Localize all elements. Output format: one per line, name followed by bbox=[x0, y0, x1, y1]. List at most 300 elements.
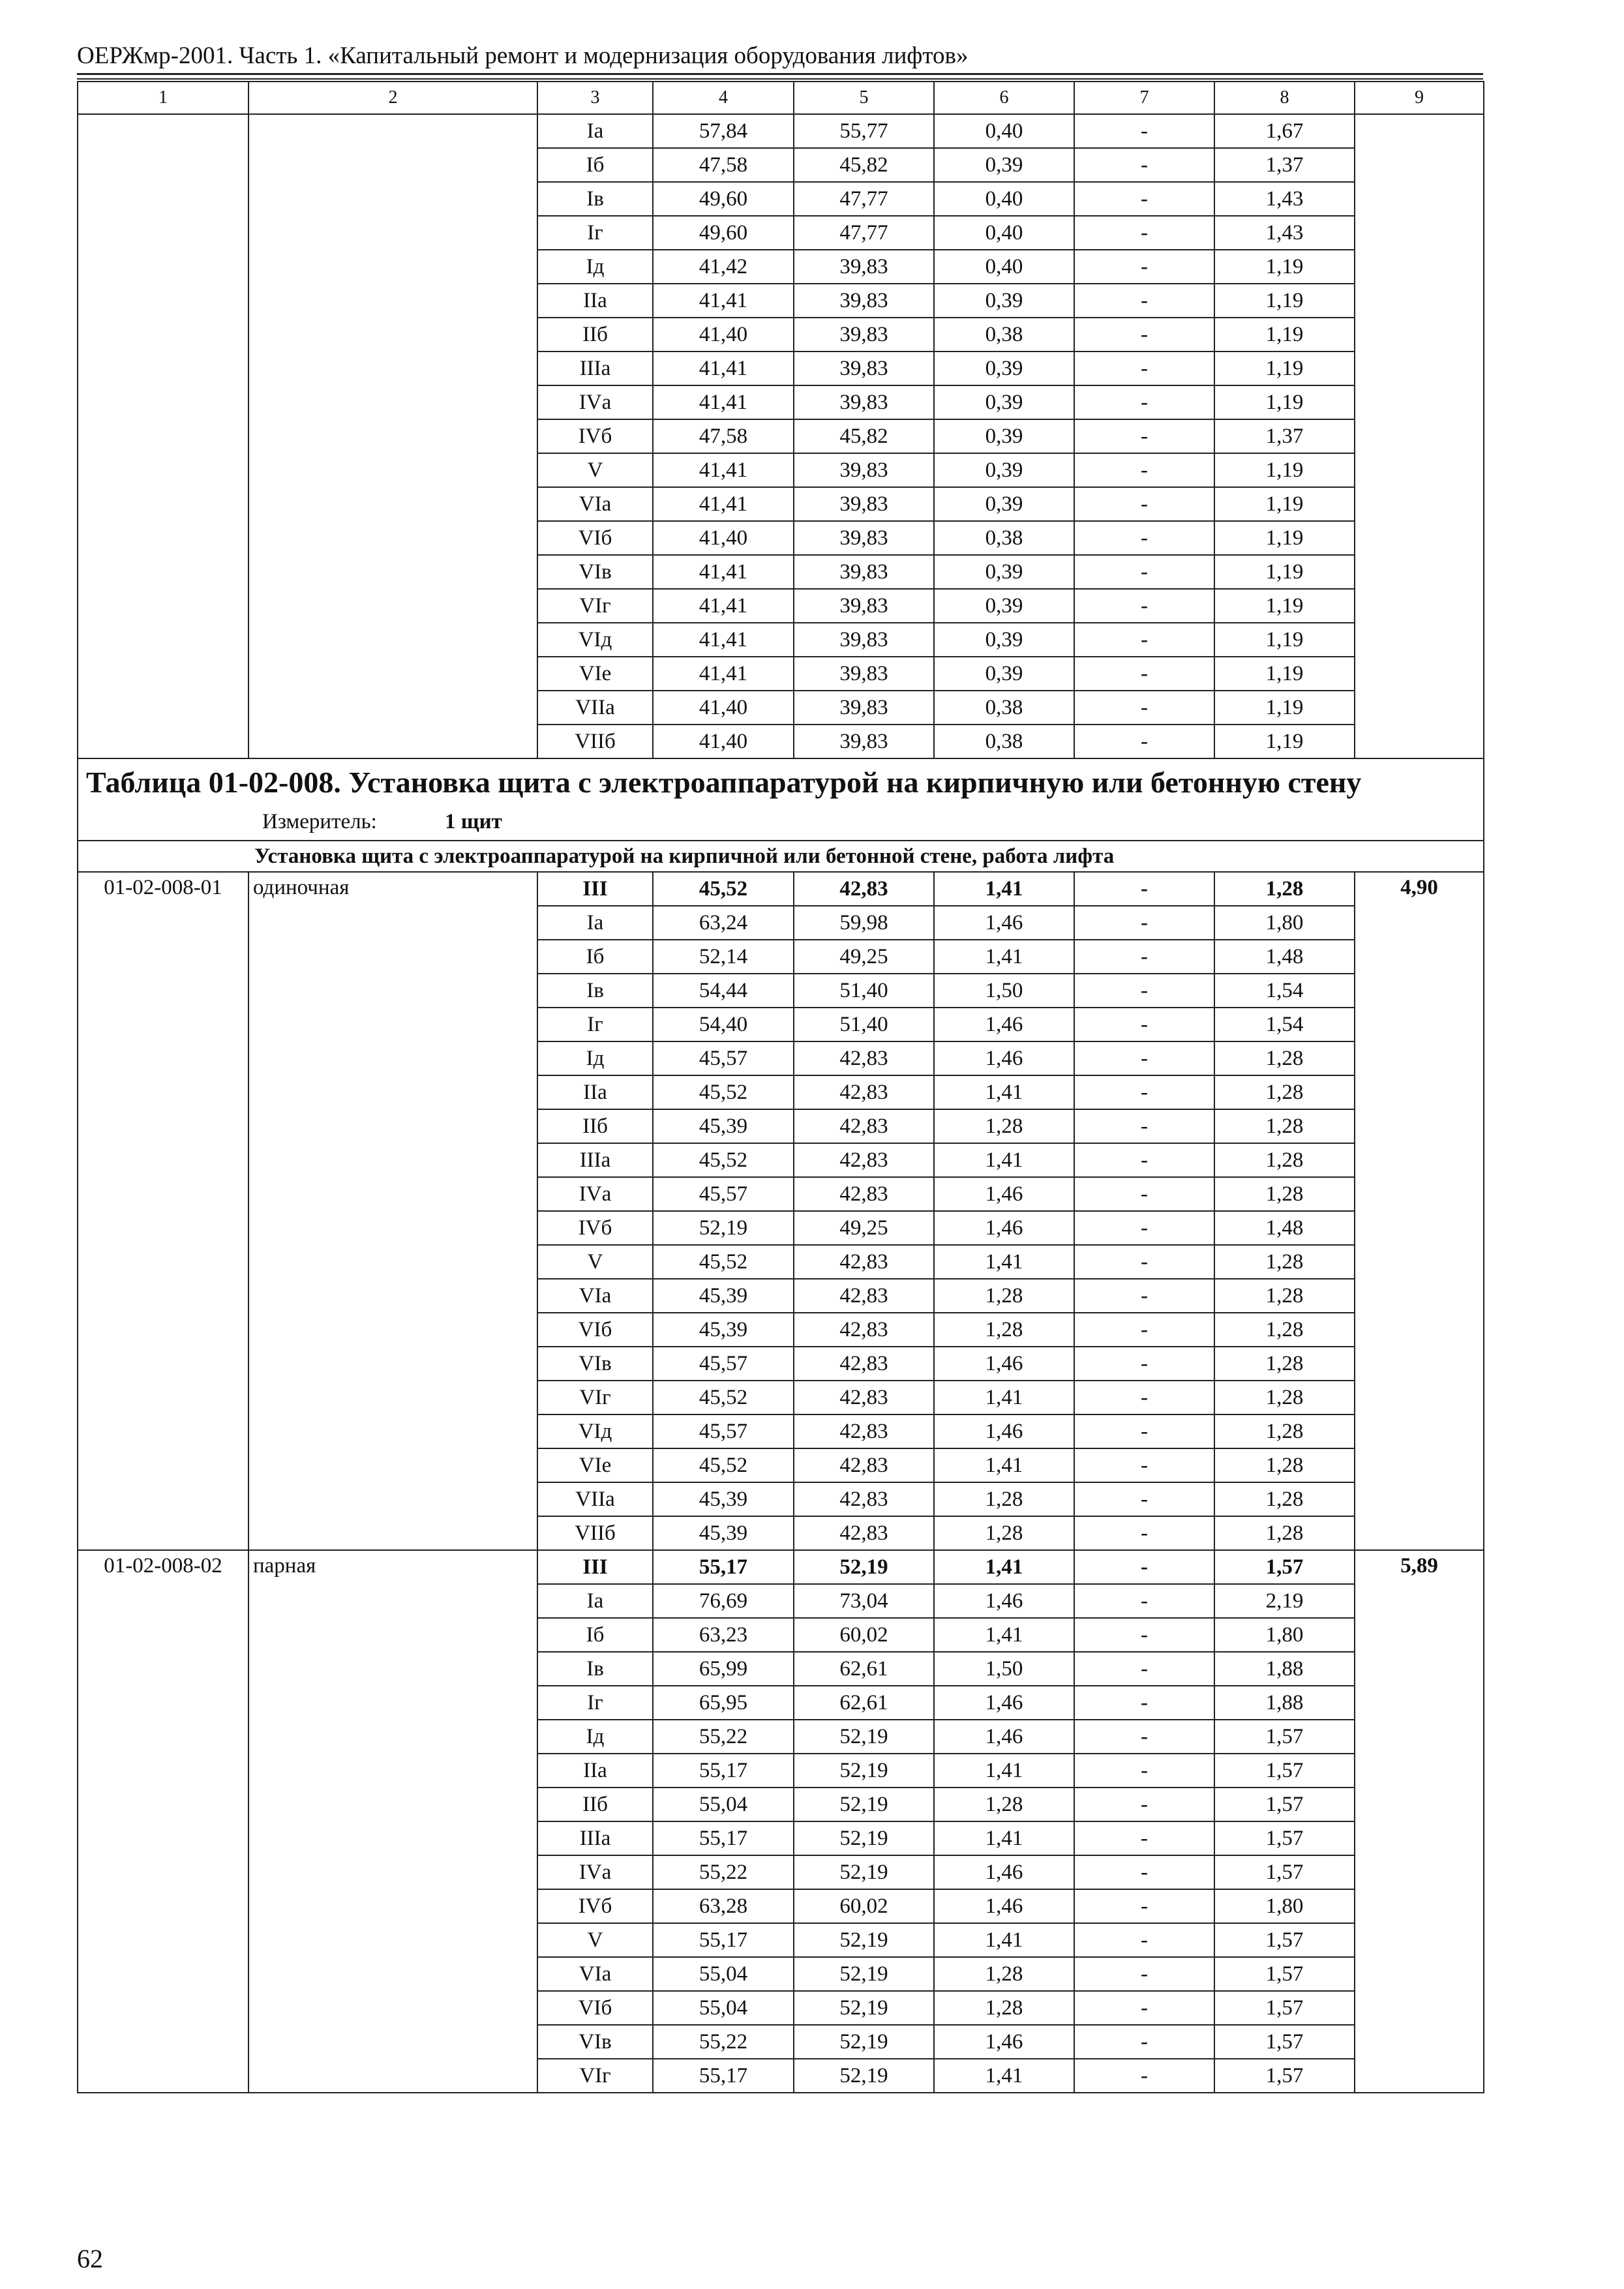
data-cell: 39,83 bbox=[794, 589, 934, 623]
data-cell: 1,57 bbox=[1214, 1957, 1355, 1991]
data-cell: Iв bbox=[537, 974, 653, 1008]
data-cell: 1,41 bbox=[934, 1821, 1074, 1855]
data-cell: 41,40 bbox=[653, 691, 794, 725]
data-cell: - bbox=[1074, 1075, 1214, 1109]
data-cell: 1,41 bbox=[934, 1923, 1074, 1957]
data-cell: 60,02 bbox=[794, 1889, 934, 1923]
data-cell: 55,77 bbox=[794, 114, 934, 148]
data-cell: 1,54 bbox=[1214, 974, 1355, 1008]
data-cell: 57,84 bbox=[653, 114, 794, 148]
data-cell: 1,46 bbox=[934, 1041, 1074, 1075]
data-cell: V bbox=[537, 453, 653, 487]
data-cell: 52,19 bbox=[794, 1991, 934, 2025]
data-cell: 1,28 bbox=[1214, 1177, 1355, 1211]
entry-total: 5,89 bbox=[1355, 1550, 1484, 2093]
data-cell: V bbox=[537, 1245, 653, 1279]
data-cell: 42,83 bbox=[794, 872, 934, 906]
data-cell: 42,83 bbox=[794, 1279, 934, 1313]
data-cell: - bbox=[1074, 385, 1214, 419]
data-cell: - bbox=[1074, 1279, 1214, 1313]
data-cell: 55,04 bbox=[653, 1957, 794, 1991]
data-cell: 0,40 bbox=[934, 182, 1074, 216]
data-cell: 0,40 bbox=[934, 216, 1074, 250]
data-cell: 1,46 bbox=[934, 906, 1074, 940]
data-cell: 0,39 bbox=[934, 453, 1074, 487]
data-cell: 1,67 bbox=[1214, 114, 1355, 148]
data-cell: 45,52 bbox=[653, 1381, 794, 1414]
column-number: 6 bbox=[934, 82, 1074, 114]
data-cell: 1,28 bbox=[1214, 1347, 1355, 1381]
data-cell: 39,83 bbox=[794, 521, 934, 555]
data-cell: - bbox=[1074, 1923, 1214, 1957]
entry-name: одиночная bbox=[248, 872, 537, 1550]
column-number: 4 bbox=[653, 82, 794, 114]
data-cell: 1,46 bbox=[934, 1008, 1074, 1041]
data-cell: 1,41 bbox=[934, 1754, 1074, 1788]
data-cell: - bbox=[1074, 1957, 1214, 1991]
data-cell: 0,39 bbox=[934, 352, 1074, 385]
data-cell: VIг bbox=[537, 2059, 653, 2093]
data-cell: 42,83 bbox=[794, 1109, 934, 1143]
data-cell: 2,19 bbox=[1214, 1584, 1355, 1618]
data-cell: 1,28 bbox=[1214, 1482, 1355, 1516]
data-cell: 1,41 bbox=[934, 1448, 1074, 1482]
data-cell: 47,58 bbox=[653, 148, 794, 182]
data-cell: - bbox=[1074, 1177, 1214, 1211]
data-cell: 39,83 bbox=[794, 555, 934, 589]
data-cell: 49,60 bbox=[653, 182, 794, 216]
data-cell: 1,57 bbox=[1214, 1788, 1355, 1821]
data-cell: 73,04 bbox=[794, 1584, 934, 1618]
data-cell: VIе bbox=[537, 657, 653, 691]
data-cell: IIа bbox=[537, 284, 653, 318]
data-cell: 54,44 bbox=[653, 974, 794, 1008]
data-cell: - bbox=[1074, 872, 1214, 906]
data-cell: 1,37 bbox=[1214, 148, 1355, 182]
data-cell: - bbox=[1074, 1754, 1214, 1788]
data-cell: - bbox=[1074, 1381, 1214, 1414]
data-cell: 60,02 bbox=[794, 1618, 934, 1652]
data-cell: 41,41 bbox=[653, 487, 794, 521]
data-cell: 1,19 bbox=[1214, 487, 1355, 521]
data-cell: 41,41 bbox=[653, 589, 794, 623]
page-header: ОЕРЖмр-2001. Часть 1. «Капитальный ремонт и модернизация оборудования лифтов» bbox=[77, 42, 969, 69]
data-cell: - bbox=[1074, 1482, 1214, 1516]
column-number: 5 bbox=[794, 82, 934, 114]
data-cell: 1,28 bbox=[1214, 1041, 1355, 1075]
data-cell: 45,39 bbox=[653, 1109, 794, 1143]
data-cell: 45,52 bbox=[653, 872, 794, 906]
data-cell: Iд bbox=[537, 1041, 653, 1075]
data-cell: III bbox=[537, 872, 653, 906]
data-cell: 55,04 bbox=[653, 1991, 794, 2025]
data-cell: 1,41 bbox=[934, 872, 1074, 906]
data-cell: IIа bbox=[537, 1075, 653, 1109]
header-rule-thick bbox=[77, 73, 1483, 75]
data-cell: - bbox=[1074, 725, 1214, 758]
data-cell: 41,41 bbox=[653, 657, 794, 691]
data-cell: 0,38 bbox=[934, 725, 1074, 758]
data-cell: - bbox=[1074, 1414, 1214, 1448]
data-cell: IIб bbox=[537, 318, 653, 352]
data-cell: - bbox=[1074, 589, 1214, 623]
data-cell: 1,28 bbox=[934, 1279, 1074, 1313]
measure-line bbox=[86, 807, 1475, 836]
data-cell: 45,39 bbox=[653, 1482, 794, 1516]
data-cell: IVб bbox=[537, 419, 653, 453]
data-cell: 39,83 bbox=[794, 657, 934, 691]
data-cell: 1,28 bbox=[1214, 1109, 1355, 1143]
data-cell: 52,19 bbox=[794, 1923, 934, 1957]
data-cell: - bbox=[1074, 1991, 1214, 2025]
data-cell: 59,98 bbox=[794, 906, 934, 940]
data-cell: VIа bbox=[537, 487, 653, 521]
data-cell: 45,57 bbox=[653, 1347, 794, 1381]
data-cell: 62,61 bbox=[794, 1686, 934, 1720]
data-cell: 49,25 bbox=[794, 940, 934, 974]
data-cell: - bbox=[1074, 1855, 1214, 1889]
data-cell: IIб bbox=[537, 1788, 653, 1821]
data-cell: - bbox=[1074, 521, 1214, 555]
data-cell: 1,41 bbox=[934, 1143, 1074, 1177]
data-cell: 1,57 bbox=[1214, 1923, 1355, 1957]
data-cell: - bbox=[1074, 940, 1214, 974]
data-cell: 1,19 bbox=[1214, 521, 1355, 555]
data-cell: 1,28 bbox=[1214, 1143, 1355, 1177]
data-cell: 0,38 bbox=[934, 521, 1074, 555]
data-cell: 42,83 bbox=[794, 1482, 934, 1516]
data-cell: 41,40 bbox=[653, 318, 794, 352]
data-cell: - bbox=[1074, 1347, 1214, 1381]
data-cell: 1,57 bbox=[1214, 1720, 1355, 1754]
column-number: 9 bbox=[1355, 82, 1484, 114]
data-cell: 1,19 bbox=[1214, 623, 1355, 657]
data-cell: - bbox=[1074, 284, 1214, 318]
data-cell: 45,52 bbox=[653, 1448, 794, 1482]
code-cell-empty bbox=[78, 114, 248, 758]
data-cell: 42,83 bbox=[794, 1381, 934, 1414]
data-cell: 0,39 bbox=[934, 623, 1074, 657]
data-cell: VIIб bbox=[537, 1516, 653, 1550]
data-cell: 76,69 bbox=[653, 1584, 794, 1618]
data-cell: 1,54 bbox=[1214, 1008, 1355, 1041]
data-cell: 52,19 bbox=[794, 1720, 934, 1754]
data-cell: Iб bbox=[537, 1618, 653, 1652]
column-number: 8 bbox=[1214, 82, 1355, 114]
data-cell: 1,28 bbox=[1214, 1075, 1355, 1109]
data-cell: 1,41 bbox=[934, 1075, 1074, 1109]
data-cell: 52,19 bbox=[794, 1754, 934, 1788]
data-cell: 65,99 bbox=[653, 1652, 794, 1686]
data-cell: 45,57 bbox=[653, 1414, 794, 1448]
data-cell: 42,83 bbox=[794, 1245, 934, 1279]
data-cell: 1,19 bbox=[1214, 691, 1355, 725]
data-cell: - bbox=[1074, 216, 1214, 250]
column-number: 1 bbox=[78, 82, 248, 114]
data-cell: 1,19 bbox=[1214, 318, 1355, 352]
data-cell: 52,14 bbox=[653, 940, 794, 974]
data-cell: 1,19 bbox=[1214, 589, 1355, 623]
data-cell: IVа bbox=[537, 1177, 653, 1211]
data-cell: 52,19 bbox=[794, 1788, 934, 1821]
column-number: 3 bbox=[537, 82, 653, 114]
data-cell: 1,28 bbox=[934, 1109, 1074, 1143]
data-cell: IIа bbox=[537, 1754, 653, 1788]
column-number: 7 bbox=[1074, 82, 1214, 114]
data-cell: 1,80 bbox=[1214, 1889, 1355, 1923]
data-cell: 42,83 bbox=[794, 1313, 934, 1347]
data-cell: 52,19 bbox=[794, 2059, 934, 2093]
column-number: 2 bbox=[248, 82, 537, 114]
data-cell: 39,83 bbox=[794, 453, 934, 487]
data-cell: Iа bbox=[537, 114, 653, 148]
entry-code: 01-02-008-02 bbox=[78, 1550, 248, 2093]
data-cell: IVб bbox=[537, 1211, 653, 1245]
data-cell: 55,22 bbox=[653, 1855, 794, 1889]
data-cell: 45,52 bbox=[653, 1075, 794, 1109]
data-cell: - bbox=[1074, 691, 1214, 725]
data-cell: IIIа bbox=[537, 1821, 653, 1855]
data-cell: 1,50 bbox=[934, 974, 1074, 1008]
data-cell: 42,83 bbox=[794, 1041, 934, 1075]
data-cell: 0,39 bbox=[934, 385, 1074, 419]
data-cell: 52,19 bbox=[794, 2025, 934, 2059]
entry-code: 01-02-008-01 bbox=[78, 872, 248, 1550]
data-cell: 1,28 bbox=[1214, 872, 1355, 906]
data-cell: - bbox=[1074, 906, 1214, 940]
data-cell: 63,23 bbox=[653, 1618, 794, 1652]
data-cell: 55,22 bbox=[653, 2025, 794, 2059]
data-cell: - bbox=[1074, 1618, 1214, 1652]
data-cell: VIа bbox=[537, 1279, 653, 1313]
data-cell: - bbox=[1074, 1686, 1214, 1720]
data-cell: 1,80 bbox=[1214, 906, 1355, 940]
data-cell: 39,83 bbox=[794, 385, 934, 419]
data-cell: VIIа bbox=[537, 691, 653, 725]
data-cell: 1,43 bbox=[1214, 216, 1355, 250]
data-cell: 1,46 bbox=[934, 1177, 1074, 1211]
table-title: Таблица 01-02-008. Установка щита с электроаппаратурой на кирпичную или бетонную стену bbox=[86, 766, 1362, 799]
data-cell: 1,46 bbox=[934, 1584, 1074, 1618]
data-cell: 39,83 bbox=[794, 284, 934, 318]
data-cell: VIг bbox=[537, 589, 653, 623]
data-cell: 1,57 bbox=[1214, 2025, 1355, 2059]
data-cell: 0,39 bbox=[934, 148, 1074, 182]
table-row bbox=[78, 1550, 1484, 1584]
data-cell: 1,57 bbox=[1214, 1821, 1355, 1855]
entry-total: 4,90 bbox=[1355, 872, 1484, 1550]
data-cell: - bbox=[1074, 1584, 1214, 1618]
data-cell: 41,41 bbox=[653, 555, 794, 589]
page-number: 62 bbox=[77, 2244, 103, 2273]
data-cell: - bbox=[1074, 1550, 1214, 1584]
data-cell: 1,28 bbox=[1214, 1414, 1355, 1448]
data-cell: 39,83 bbox=[794, 725, 934, 758]
data-cell: 1,41 bbox=[934, 1618, 1074, 1652]
data-cell: 1,37 bbox=[1214, 419, 1355, 453]
data-cell: Iб bbox=[537, 148, 653, 182]
data-cell: 1,57 bbox=[1214, 1550, 1355, 1584]
data-cell: - bbox=[1074, 555, 1214, 589]
data-cell: 1,57 bbox=[1214, 1855, 1355, 1889]
data-cell: 42,83 bbox=[794, 1516, 934, 1550]
data-cell: 1,46 bbox=[934, 1686, 1074, 1720]
data-cell: 47,77 bbox=[794, 182, 934, 216]
data-cell: 39,83 bbox=[794, 487, 934, 521]
data-cell: VIIа bbox=[537, 1482, 653, 1516]
entry-name: парная bbox=[248, 1550, 537, 2093]
data-cell: 1,46 bbox=[934, 1211, 1074, 1245]
data-cell: 45,82 bbox=[794, 419, 934, 453]
data-cell: VIд bbox=[537, 1414, 653, 1448]
data-cell: III bbox=[537, 1550, 653, 1584]
measure-label: Измеритель: bbox=[262, 810, 377, 833]
data-cell: 63,24 bbox=[653, 906, 794, 940]
data-cell: - bbox=[1074, 1109, 1214, 1143]
data-cell: 41,41 bbox=[653, 352, 794, 385]
data-cell: VIIб bbox=[537, 725, 653, 758]
data-cell: 51,40 bbox=[794, 974, 934, 1008]
data-cell: Iд bbox=[537, 250, 653, 284]
data-cell: - bbox=[1074, 1245, 1214, 1279]
data-cell: Iб bbox=[537, 940, 653, 974]
data-cell: 1,46 bbox=[934, 1889, 1074, 1923]
data-cell: - bbox=[1074, 2059, 1214, 2093]
data-cell: 45,39 bbox=[653, 1516, 794, 1550]
table-subtitle-row bbox=[78, 841, 1484, 872]
data-cell: 54,40 bbox=[653, 1008, 794, 1041]
data-cell: 52,19 bbox=[794, 1855, 934, 1889]
table-subtitle: Установка щита с электроаппаратурой на кирпичной или бетонной стене, работа лифта bbox=[78, 841, 1484, 872]
data-cell: VIа bbox=[537, 1957, 653, 1991]
total-cell-empty bbox=[1355, 114, 1484, 758]
table-row bbox=[78, 114, 1484, 148]
data-cell: 0,39 bbox=[934, 555, 1074, 589]
data-cell: 52,19 bbox=[794, 1550, 934, 1584]
measure-value: 1 щит bbox=[445, 810, 502, 833]
table-row bbox=[78, 872, 1484, 906]
data-cell: - bbox=[1074, 1720, 1214, 1754]
data-cell: 39,83 bbox=[794, 318, 934, 352]
data-cell: 42,83 bbox=[794, 1143, 934, 1177]
data-cell: 1,46 bbox=[934, 1720, 1074, 1754]
data-cell: 1,28 bbox=[1214, 1516, 1355, 1550]
data-cell: VIе bbox=[537, 1448, 653, 1482]
data-cell: - bbox=[1074, 1652, 1214, 1686]
data-cell: 1,46 bbox=[934, 1855, 1074, 1889]
data-cell: 55,17 bbox=[653, 1821, 794, 1855]
data-cell: 47,77 bbox=[794, 216, 934, 250]
data-cell: 51,40 bbox=[794, 1008, 934, 1041]
column-number-row bbox=[78, 82, 1484, 114]
data-cell: 0,38 bbox=[934, 691, 1074, 725]
data-cell: - bbox=[1074, 1313, 1214, 1347]
data-cell: 0,39 bbox=[934, 487, 1074, 521]
data-cell: VIд bbox=[537, 623, 653, 657]
data-cell: 1,19 bbox=[1214, 284, 1355, 318]
data-cell: - bbox=[1074, 1211, 1214, 1245]
data-cell: 1,46 bbox=[934, 2025, 1074, 2059]
data-cell: 1,28 bbox=[1214, 1313, 1355, 1347]
data-cell: 42,83 bbox=[794, 1075, 934, 1109]
data-cell: 0,40 bbox=[934, 250, 1074, 284]
data-cell: 42,83 bbox=[794, 1448, 934, 1482]
data-cell: 39,83 bbox=[794, 623, 934, 657]
data-cell: 49,25 bbox=[794, 1211, 934, 1245]
data-cell: - bbox=[1074, 1516, 1214, 1550]
data-cell: 1,50 bbox=[934, 1652, 1074, 1686]
data-cell: VIб bbox=[537, 1991, 653, 2025]
data-cell: 1,19 bbox=[1214, 352, 1355, 385]
data-cell: 1,43 bbox=[1214, 182, 1355, 216]
data-cell: 1,28 bbox=[1214, 1245, 1355, 1279]
data-cell: Iв bbox=[537, 1652, 653, 1686]
data-cell: 41,42 bbox=[653, 250, 794, 284]
data-cell: 52,19 bbox=[653, 1211, 794, 1245]
data-cell: IIIа bbox=[537, 1143, 653, 1177]
data-cell: Iг bbox=[537, 1008, 653, 1041]
data-cell: 41,40 bbox=[653, 725, 794, 758]
data-cell: 1,57 bbox=[1214, 1991, 1355, 2025]
data-cell: 45,39 bbox=[653, 1279, 794, 1313]
data-cell: - bbox=[1074, 1143, 1214, 1177]
data-cell: IIб bbox=[537, 1109, 653, 1143]
header-rule-thin bbox=[77, 78, 1483, 80]
data-cell: 1,41 bbox=[934, 1245, 1074, 1279]
data-cell: 49,60 bbox=[653, 216, 794, 250]
data-cell: 1,19 bbox=[1214, 385, 1355, 419]
data-cell: 39,83 bbox=[794, 352, 934, 385]
data-cell: - bbox=[1074, 419, 1214, 453]
data-cell: 1,88 bbox=[1214, 1652, 1355, 1686]
data-cell: 41,41 bbox=[653, 385, 794, 419]
data-cell: 0,39 bbox=[934, 589, 1074, 623]
data-cell: 1,19 bbox=[1214, 657, 1355, 691]
data-cell: - bbox=[1074, 1041, 1214, 1075]
data-cell: 1,28 bbox=[1214, 1381, 1355, 1414]
data-cell: 1,28 bbox=[934, 1788, 1074, 1821]
data-cell: 1,28 bbox=[934, 1516, 1074, 1550]
rates-table bbox=[77, 81, 1484, 2093]
data-cell: 42,83 bbox=[794, 1177, 934, 1211]
data-cell: - bbox=[1074, 250, 1214, 284]
data-cell: - bbox=[1074, 1889, 1214, 1923]
data-cell: Iг bbox=[537, 216, 653, 250]
data-cell: 1,19 bbox=[1214, 250, 1355, 284]
data-cell: VIв bbox=[537, 2025, 653, 2059]
data-cell: 1,41 bbox=[934, 1550, 1074, 1584]
data-cell: Iг bbox=[537, 1686, 653, 1720]
data-cell: 52,19 bbox=[794, 1821, 934, 1855]
data-cell: 45,57 bbox=[653, 1041, 794, 1075]
data-cell: 1,48 bbox=[1214, 1211, 1355, 1245]
data-cell: 1,46 bbox=[934, 1414, 1074, 1448]
data-cell: 1,41 bbox=[934, 940, 1074, 974]
data-cell: 1,19 bbox=[1214, 555, 1355, 589]
data-cell: 55,17 bbox=[653, 2059, 794, 2093]
data-cell: 55,22 bbox=[653, 1720, 794, 1754]
data-cell: 1,28 bbox=[1214, 1279, 1355, 1313]
data-cell: 0,39 bbox=[934, 419, 1074, 453]
data-cell: 1,19 bbox=[1214, 725, 1355, 758]
data-cell: 41,41 bbox=[653, 623, 794, 657]
data-cell: VIб bbox=[537, 521, 653, 555]
data-cell: VIв bbox=[537, 555, 653, 589]
data-cell: 45,82 bbox=[794, 148, 934, 182]
data-cell: 55,17 bbox=[653, 1923, 794, 1957]
data-cell: - bbox=[1074, 1821, 1214, 1855]
data-cell: 42,83 bbox=[794, 1347, 934, 1381]
